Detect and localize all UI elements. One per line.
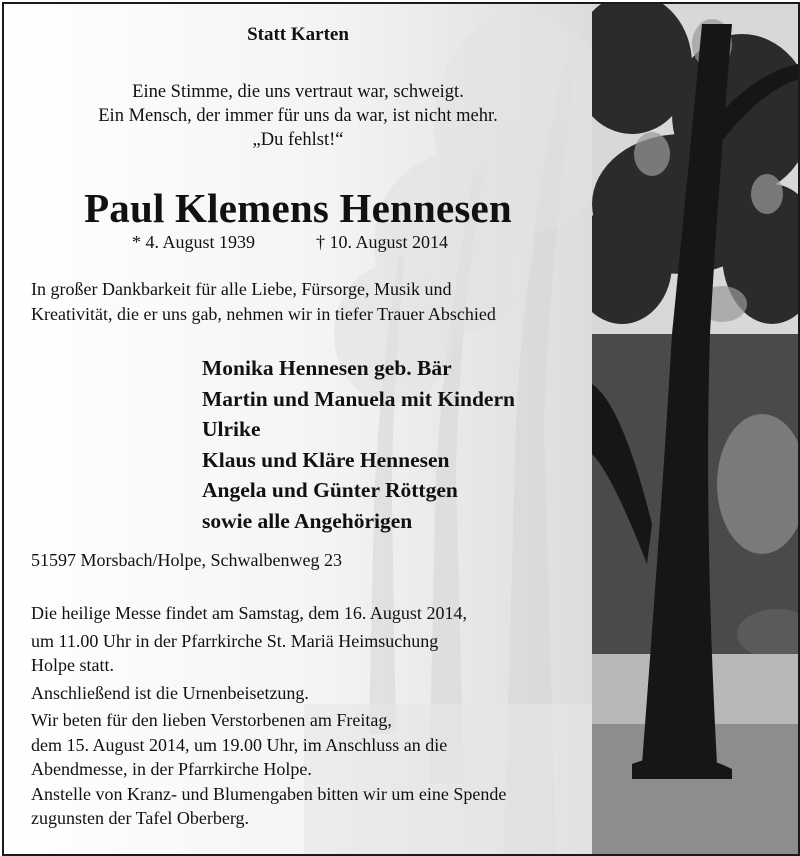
notes-line: Holpe statt. <box>31 655 114 675</box>
notes-line: dem 15. August 2014, um 19.00 Uhr, im Anschluss an die <box>31 734 448 755</box>
intro-line: In großer Dankbarkeit für alle Liebe, Fürsorge, Musik und <box>31 279 452 299</box>
notes-line: Abendmesse, in der Pfarrkirche Holpe. <box>31 759 312 779</box>
deceased-name: Paul Klemens Hennesen <box>84 185 512 231</box>
mourner-name: Klaus und Kläre Hennesen <box>202 447 450 472</box>
service-notes <box>31 601 506 831</box>
motto <box>4 80 592 152</box>
obituary-card <box>2 2 800 856</box>
birth-date: * 4. August 1939 <box>132 232 256 252</box>
notes-line: Die heilige Messe findet am Samstag, dem 16. August 2014, <box>31 603 467 623</box>
notes-line: Anschließend ist die Urnenbeisetzung. <box>31 682 309 703</box>
mourner-name: Ulrike <box>202 417 261 441</box>
mourner-name: Angela und Günter Röttgen <box>202 478 458 502</box>
intro-line: Kreativität, die er uns gab, nehmen wir in tiefer Trauer Abschied <box>31 304 496 324</box>
notes-line: Wir beten für den lieben Verstorbenen am Freitag, <box>31 710 392 730</box>
mourner-name: Monika Hennesen geb. Bär <box>202 356 452 380</box>
mourners-list <box>202 353 515 536</box>
notes-line: Anstelle von Kranz- und Blumengaben bitten wir um eine Spende <box>31 783 507 804</box>
motto-line: Ein Mensch, der immer für uns da war, ist nicht mehr. <box>98 106 498 126</box>
mourner-name: sowie alle Angehörigen <box>202 508 413 533</box>
intro-text <box>31 277 496 327</box>
motto-line: Eine Stimme, die uns vertraut war, schweigt. <box>132 82 464 102</box>
address: 51597 Morsbach/Holpe, Schwalbenweg 23 <box>31 550 342 570</box>
header-title: Statt Karten <box>247 24 349 45</box>
tree-photograph <box>592 4 798 854</box>
death-date: † 10. August 2014 <box>316 232 449 252</box>
motto-line: „Du fehlst!“ <box>252 130 344 150</box>
notes-line: um 11.00 Uhr in der Pfarrkirche St. Mariä Heimsuchung <box>31 630 439 651</box>
mourner-name: Martin und Manuela mit Kindern <box>202 386 515 411</box>
notes-line: zugunsten der Tafel Oberberg. <box>31 808 249 828</box>
